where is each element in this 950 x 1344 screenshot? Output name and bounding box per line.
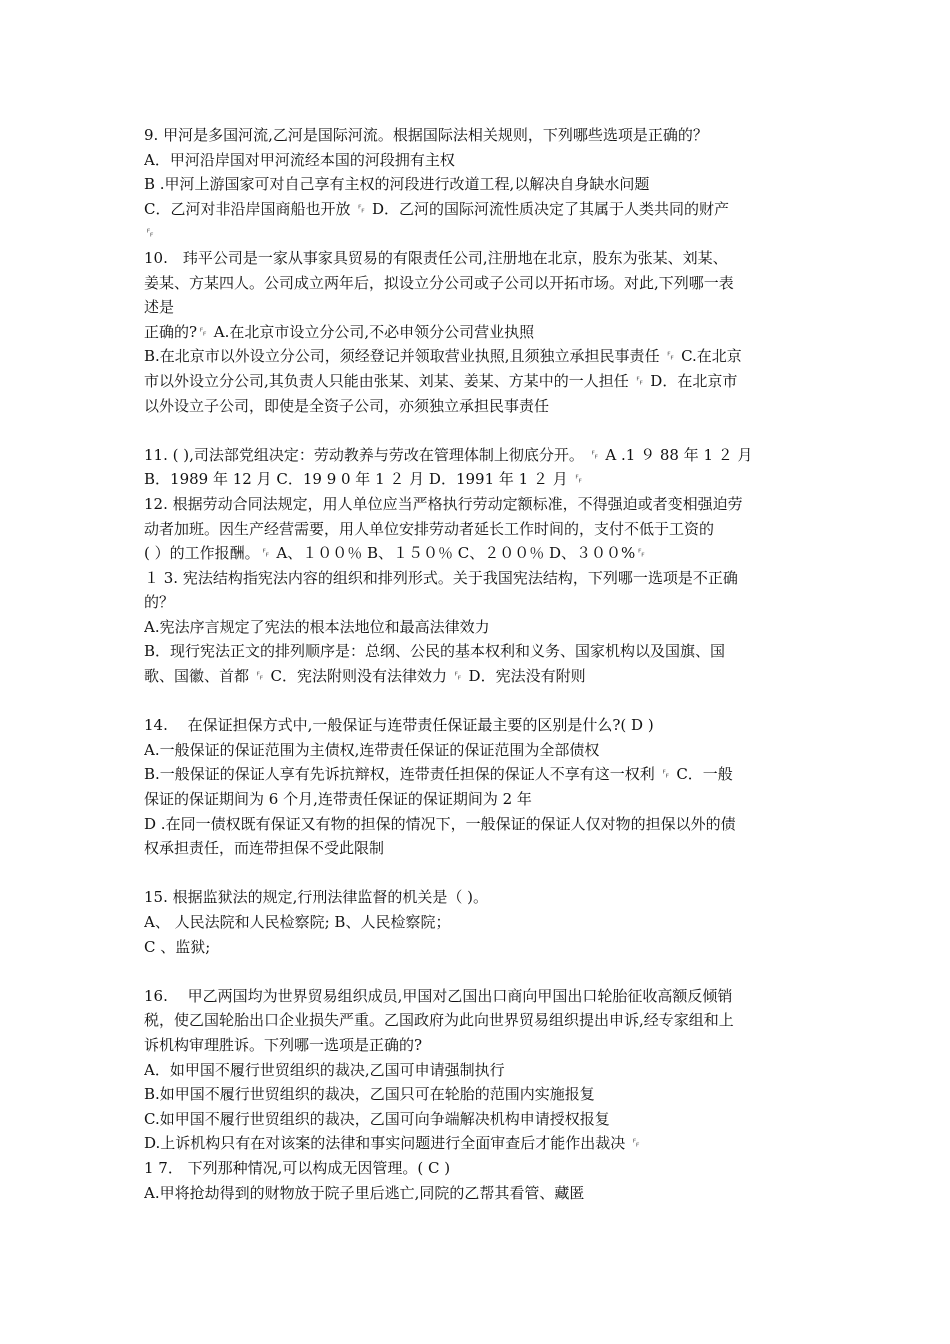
q16-stem-line-2: 税，使乙国轮胎出口企业损失严重。乙国政府为此向世界贸易组织提出申诉,经专家组和上 — [144, 1011, 734, 1030]
q10-option-c: 市以外设立分公司,其负责人只能由张某、刘某、姜某、方某中的一人担任 ␌ D．在北京市 — [144, 371, 738, 390]
q14-option-d-line-2: 权承担责任，而连带担保不受此限制 — [144, 839, 385, 858]
q12-stem-line-2: 动者加班。因生产经营需要，用人单位安排劳动者延长工作时间的，支付不低于工资的 — [144, 519, 715, 538]
q11-stem: 11. ( ),司法部党组决定：劳动教养与劳改在管理体制上彻底分开。 ␌ A .1 ９ 88 年 1 ２ 月 — [144, 445, 753, 464]
q16-option-b: B.如甲国不履行世贸组织的裁决，乙国只可在轮胎的范围内实施报复 — [144, 1085, 595, 1104]
blank-line — [144, 418, 812, 443]
q9-option-a: A．甲河沿岸国对甲河流经本国的河段拥有主权 — [144, 150, 455, 169]
q16-option-a: A．如甲国不履行世贸组织的裁决,乙国可申请强制执行 — [144, 1060, 505, 1079]
q14-stem: 14. 在保证担保方式中,一般保证与连带责任保证最主要的区别是什么?( D ) — [144, 716, 654, 735]
q9-option-c-d: C．乙河对非沿岸国商船也开放 ␌ D．乙河的国际河流性质决定了其属于人类共同的财产 — [144, 199, 730, 218]
q14-option-a: A.一般保证的保证范围为主债权,连带责任保证的保证范围为全部债权 — [144, 740, 600, 759]
q13-stem-line-2: 的？ — [144, 593, 175, 612]
q17-option-a: A.甲将抢劫得到的财物放于院子里后逃亡,同院的乙帮其看管、藏匿 — [144, 1183, 585, 1202]
q9-option-b: B .甲河上游国家可对自己享有主权的河段进行改道工程,以解决自身缺水问题 — [144, 175, 650, 194]
q17-stem: 1 7． 下列那种情况,可以构成无因管理。( C ) — [144, 1158, 451, 1177]
q15-option-a-b: A、 人民法院和人民检察院; B、人民检察院； — [144, 913, 451, 931]
q14-option-b: B.一般保证的保证人享有先诉抗辩权，连带责任担保的保证人不享有这一权利 ␌ C．一般 — [144, 765, 733, 784]
q14-option-c: 保证的保证期间为 6 个月,连带责任保证的保证期间为 2 年 — [144, 790, 532, 809]
q13-stem-line-1: １ 3. 宪法结构指宪法内容的组织和排列形式。关于我国宪法结构，下列哪一选项是不正确 — [144, 568, 738, 587]
q13-option-b: B．现行宪法正文的排列顺序是：总纲、公民的基本权利和义务、国家机构以及国旗、国 — [144, 642, 726, 661]
blank-line — [144, 861, 812, 886]
q16-stem-line-3: 诉机构审理胜诉。下列哪一选项是正确的? — [144, 1035, 423, 1054]
document-page — [144, 123, 812, 1205]
q10-option-a: 正确的?␌ A.在北京市设立分公司,不必申领分公司营业执照 — [144, 322, 535, 341]
q16-stem-line-1: 16. 甲乙两国均为世界贸易组织成员,甲国对乙国出口商向甲国出口轮胎征收高额反倾销 — [144, 986, 733, 1005]
q12-stem-line-1: 12. 根据劳动合同法规定，用人单位应当严格执行劳动定额标准，不得强迫或者变相强迫劳 — [144, 494, 743, 513]
q10-option-b: B.在北京市以外设立分公司，须经登记并领取营业执照,且须独立承担民事责任 ␌ C.在北京 — [144, 347, 742, 366]
q10-stem-line-2: 姜某、方某四人。公司成立两年后，拟设立分公司或子公司以开拓市场。对此,下列哪一表 — [144, 273, 734, 292]
q9-stem: 9. 甲河是多国河流,乙河是国际河流。根据国际法相关规则，下列哪些选项是正确的？ — [144, 126, 708, 144]
q15-option-c: C 、监狱; — [144, 937, 211, 956]
q16-option-c: C.如甲国不履行世贸组织的裁决，乙国可向争端解决机构申请授权报复 — [144, 1109, 610, 1128]
q16-option-d: D.上诉机构只有在对该案的法律和事实问题进行全面审查后才能作出裁决 ␌ — [144, 1134, 643, 1153]
q9-trailing-mark: ␌ — [144, 224, 157, 243]
q15-stem: 15. 根据监狱法的规定,行刑法律监督的机关是（ )。 — [144, 888, 489, 907]
blank-line — [144, 689, 812, 714]
q10-stem-line-1: 10. 玮平公司是一家从事家具贸易的有限责任公司,注册地在北京，股东为张某、刘某、 — [144, 248, 728, 267]
blank-line — [144, 959, 812, 984]
q10-stem-line-3: 述是 — [144, 298, 175, 317]
q10-option-d: 以外设立子公司，即使是全资子公司，亦须独立承担民事责任 — [144, 396, 550, 415]
q14-option-d-line-1: D .在同一债权既有保证又有物的担保的情况下，一般保证的保证人仅对物的担保以外的债 — [144, 814, 736, 833]
q11-options: B．1989 年 12 月 C．19 9 0 年 1 ２ 月 D．1991 年 1 ２ 月 ␌ — [144, 470, 585, 489]
q13-option-b-c-d: 歌、国徽、首都 ␌ C．宪法附则没有法律效力 ␌ D．宪法没有附则 — [144, 667, 586, 686]
q12-options: ( ）的工作报酬。␌ A、１００％ B、１５０％ C、２００％ D、３００%␌ — [144, 544, 648, 563]
q13-option-a: A.宪法序言规定了宪法的根本法地位和最高法律效力 — [144, 617, 490, 636]
